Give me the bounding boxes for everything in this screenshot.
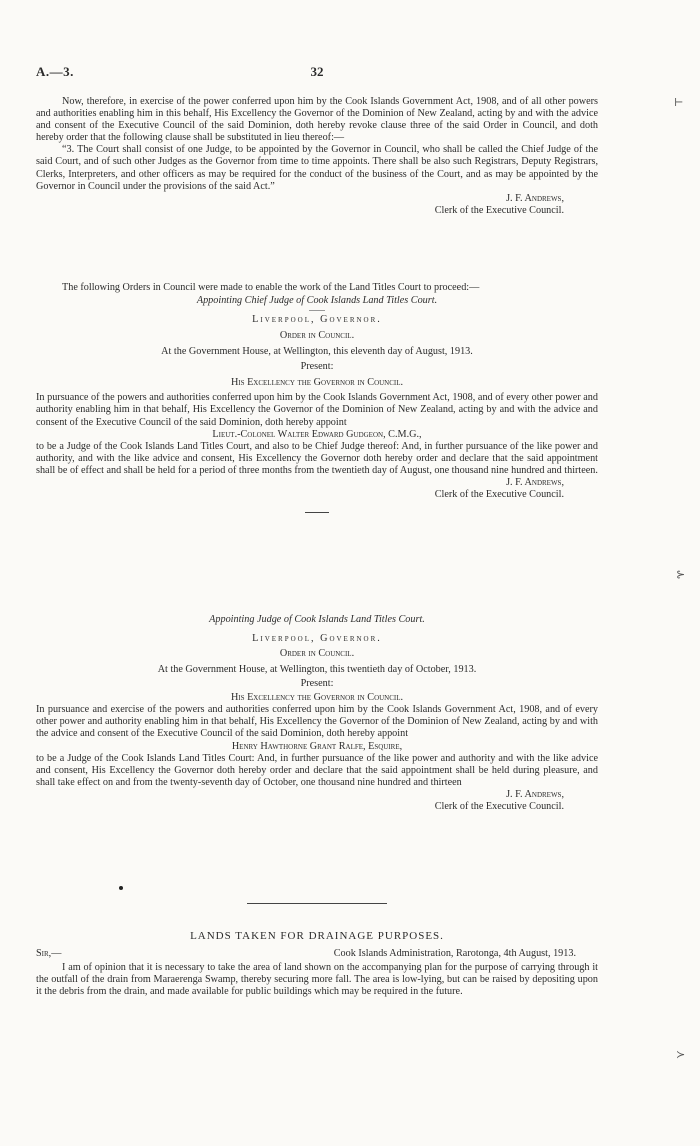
- excellency-line: His Excellency the Governor in Council.: [230, 692, 404, 704]
- order-body-part-2: to be a Judge of the Cook Islands Land Titles Court, and also to be Chief Judge thereof: And, in further pursuance of the like power and authority, and with the like advice and consent, His Excellency the Governor doth hereby order and declare that the said appointment shall be of effect and shall be held for a period of three months from the twentieth day of August, one thousand nine hundred and thirteen.: [36, 440, 598, 476]
- letter-dateline-row: [36, 948, 598, 961]
- letter-body: I am of opinion that it is necessary to take the area of land shown on the accompanying plan for the purpose of carrying through it the outfall of the drain from Maraerenga Swamp, thereby securing more fall. The area is low-lying, but can be raised by depositing upon it the debris from the drain, and made available for public buildings which may be required in the future.: [36, 962, 598, 998]
- place-date-line: At the Government House, at Wellington, this twentieth day of October, 1913.: [157, 663, 477, 675]
- heading-rule: [309, 310, 325, 311]
- judge-order-section: [36, 614, 598, 813]
- scan-dot: [119, 886, 123, 890]
- order-in-council-line: Order in Council.: [279, 648, 355, 660]
- present-line: Present:: [300, 360, 334, 372]
- revocation-order-section: [36, 96, 598, 217]
- margin-mark: ⊱: [676, 569, 686, 581]
- place-date-line: At the Government House, at Wellington, this eleventh day of August, 1913.: [161, 345, 473, 357]
- present-line: Present:: [300, 677, 334, 689]
- signatory-name: J. F. Andrews,: [506, 788, 564, 800]
- chief-judge-order-section: [36, 282, 598, 513]
- order-body-part-2: to be a Judge of the Cook Islands Land Titles Court: And, in further pursuance of the like power and authority and with the like advice and consent, His Excellency the Governor doth hereby order and declare that the said appointment shall be held during pleasure, and shall take effect on and from the twenty-seventh day of October, one thousand nine hundred and thirteen: [36, 752, 598, 788]
- page-header: [36, 64, 598, 82]
- orders-intro: The following Orders in Council were made to enable the work of the Land Titles Court to proceed:—: [62, 282, 480, 293]
- margin-mark: ≻: [676, 1049, 686, 1061]
- order-heading: Appointing Chief Judge of Cook Islands Land Titles Court.: [196, 295, 438, 307]
- signatory-title: Clerk of the Executive Council.: [434, 204, 564, 216]
- section-divider: [247, 903, 387, 904]
- letter-heading: LANDS TAKEN FOR DRAINAGE PURPOSES.: [190, 930, 444, 942]
- drainage-letter-section: [36, 930, 598, 998]
- substituted-clause-paragraph: “3. The Court shall consist of one Judge, to be appointed by the Governor in Council, who shall be called the Chief Judge of the said Court, and of such other Judges as the Governor from time to time appoints. There shall be also such Registrars, Deputy Registrars, Clerks, Interpreters, and other officers as may be required for the conduct of the business of the Court, and as may be appointed by the Governor in Council under the provisions of the said Act.”: [36, 144, 598, 192]
- order-body-part-1: In pursuance of the powers and authorities conferred upon him by the Cook Islands Government Act, 1908, and of every other power and authority enabling him in that behalf, His Excellency the Governor of the Dominion of New Zealand, acting by and with the advice and consent of the Executive Council of the said Dominion, doth hereby appoint: [36, 392, 598, 428]
- signatory-title: Clerk of the Executive Council.: [434, 489, 564, 501]
- section-divider: [305, 512, 329, 513]
- signatory-title: Clerk of the Executive Council.: [434, 801, 564, 813]
- margin-mark: ⊢: [674, 97, 684, 109]
- signatory-name: J. F. Andrews,: [506, 477, 564, 489]
- order-in-council-line: Order in Council.: [279, 329, 355, 341]
- appointee-line: Lieut.-Colonel Walter Edward Gudgeon, C.M.G.,: [212, 428, 422, 440]
- signatory-name: J. F. Andrews,: [506, 192, 564, 204]
- excellency-line: His Excellency the Governor in Council.: [230, 377, 404, 389]
- appointee-line: Henry Hawthorne Grant Ralfe, Esquire,: [231, 740, 403, 752]
- paper-reference: A.—3.: [36, 64, 74, 79]
- letter-salutation: Sir,—: [36, 948, 62, 959]
- order-heading: Appointing Judge of Cook Islands Land Titles Court.: [209, 614, 425, 625]
- letter-dateline: Cook Islands Administration, Rarotonga, 4th August, 1913.: [333, 948, 576, 959]
- page-number: 32: [310, 64, 324, 79]
- order-body-part-1: In pursuance and exercise of the powers and authorities conferred upon him by the Cook Islands Government Act, 1908, and of every other power and authority enabling him in that behalf, His Excellency the Governor of the Dominion of New Zealand, acting by and with the advice and consent of the Executive Council of the said Dominion, doth hereby appoint: [36, 704, 598, 740]
- revocation-paragraph: Now, therefore, in exercise of the power conferred upon him by the Cook Islands Government Act, 1908, and of all other powers and authorities enabling him in this behalf, His Excellency the Governor of the Dominion of New Zealand, acting by and with the advice and consent of the Executive Council of the said Dominion, doth hereby revoke clause three of the said Order in Council, and doth hereby order that the following clause shall be substituted in lieu thereof:—: [36, 96, 598, 144]
- governor-line: Liverpool, Governor.: [252, 633, 382, 645]
- governor-line: Liverpool, Governor.: [252, 314, 382, 326]
